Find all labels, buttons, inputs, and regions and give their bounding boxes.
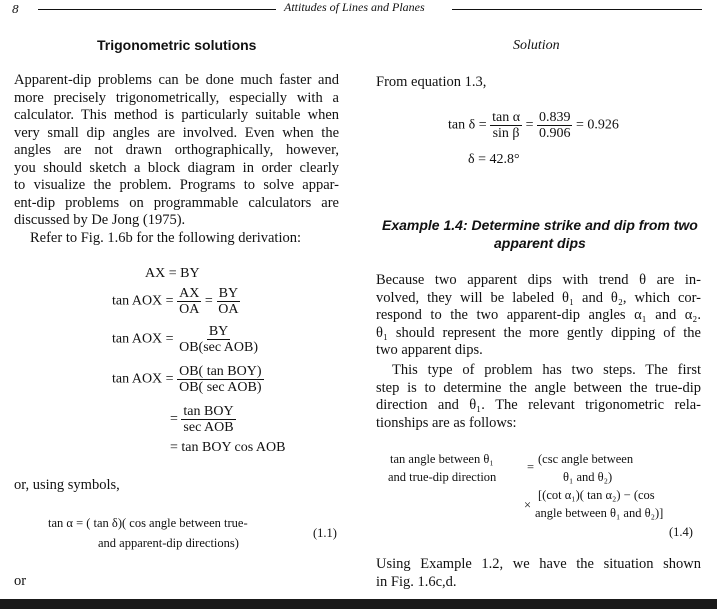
- text-line: ent-dip problems on programmable calculators are: [14, 194, 339, 211]
- example-paragraph-1: [376, 272, 701, 360]
- bottom-edge-bar: [0, 599, 717, 609]
- example-paragraph-2: [376, 362, 701, 432]
- eq11-line-2: and apparent-dip directions): [98, 536, 239, 550]
- section-heading: Trigonometric solutions: [97, 37, 257, 53]
- running-title: Attitudes of Lines and Planes: [284, 0, 425, 14]
- derivation-line-6: = tan BOY cos AOB: [170, 440, 286, 455]
- header-rule-left: [38, 9, 276, 10]
- intro-paragraph: [14, 72, 339, 230]
- text-line: more precisely trigonometrically, especially with a: [14, 89, 339, 106]
- fraction: $\frac{\text{tan BOY}}{\text{sec AOB}}$: [183, 404, 234, 435]
- solution-heading: Solution: [513, 38, 560, 53]
- text-line: Because two apparent dips with trend θ are in-: [376, 272, 701, 288]
- eq14-times: ×: [524, 498, 532, 512]
- eq14-lhs-1: tan angle between θ₁: [390, 452, 494, 466]
- derivation-line-2: tan AOX = $\frac{AX}{OA}$ = $\frac{BY}{OA}$: [112, 286, 239, 317]
- example-title-line-2: apparent dips: [494, 235, 586, 251]
- text-line: very small dip angles are involved. Even when the: [14, 124, 339, 141]
- eq11-number: (1.1): [313, 526, 337, 540]
- text-line: Apparent-dip problems can be done much faster and: [14, 72, 339, 88]
- text-line: discussed by De Jong (1975).: [14, 212, 186, 228]
- eq14-rhs-3: [(cot α₁)( tan α₂) − (cos: [538, 488, 655, 502]
- text-line: to visualize the problem. Programs to solve appar-: [14, 177, 339, 193]
- eq14-rhs-2: θ₁ and θ₂): [563, 470, 613, 484]
- text-line: in Fig. 1.6c,d.: [376, 573, 457, 590]
- text-line: direction and θ₁. The relevant trigonometric rela-: [376, 397, 701, 413]
- text-line: angles are not drawn orthographically, however,: [14, 142, 339, 158]
- eq14-equals: =: [527, 460, 535, 474]
- text-line: Using Example 1.2, we have the situation shown: [376, 556, 701, 572]
- or-using-symbols: or, using symbols,: [14, 477, 120, 493]
- eq14-lhs-2: and true-dip direction: [388, 470, 497, 484]
- eq14-rhs-1: (csc angle between: [538, 452, 634, 466]
- text-line: step is to determine the angle between the true-dip: [376, 379, 701, 396]
- derivation-line-1: AX = BY: [145, 266, 200, 281]
- text-line: respond to the two apparent-dip angles α₁ and α₂.: [376, 307, 701, 323]
- delta-result: δ = 42.8°: [468, 152, 520, 167]
- using-example-paragraph: [376, 556, 701, 591]
- tan-delta-equation: tan δ = $\frac{\text{tan α}}{\text{sin β}}$ = $\frac{0.839}{0.906}$ = 0.926: [448, 110, 619, 141]
- fraction: $\frac{\text{OB( tan BOY)}}{\text{OB( sec AOB)}}$: [179, 364, 262, 395]
- lhs-tan-aox: tan AOX: [112, 293, 163, 309]
- fraction: $\frac{\text{tan α}}{\text{sin β}}$: [492, 110, 521, 141]
- derivation-line-5: = $\frac{\text{tan BOY}}{\text{sec AOB}}$: [170, 404, 234, 435]
- text-line: This type of problem has two steps. The first: [392, 362, 701, 378]
- text-line: volved, they will be labeled θ₁ and θ₂, which cor-: [376, 289, 701, 306]
- or-text: or: [14, 573, 27, 589]
- example-title-line-1: Example 1.4: Determine strike and dip from two: [382, 217, 698, 233]
- eq14-number: (1.4): [669, 525, 693, 539]
- fraction: $\frac{BY}{OA}$: [218, 286, 239, 317]
- eq11-line-1: tan α = ( tan δ)( cos angle between true-: [48, 516, 248, 530]
- derivation-line-3: tan AOX = $\frac{BY}{\text{OB(sec AOB)}}$: [112, 324, 259, 355]
- refer-line: Refer to Fig. 1.6b for the following derivation:: [30, 230, 302, 246]
- eq14-rhs-4: angle between θ₁ and θ₂)]: [535, 506, 664, 520]
- text-line: tionships are as follows:: [376, 414, 517, 431]
- page-number: 8: [12, 3, 19, 16]
- text-line: calculator. This method is particularly suitable when: [14, 107, 339, 123]
- derivation-line-4: tan AOX = $\frac{\text{OB( tan BOY)}}{\text{OB( sec AOB)}}$: [112, 364, 262, 395]
- header-rule-right: [452, 9, 702, 10]
- text-line: two apparent dips.: [376, 342, 483, 358]
- text-line: θ₁ should represent the more gently dipping of the: [376, 324, 701, 341]
- fraction: $\frac{AX}{OA}$: [179, 286, 200, 317]
- fraction: $\frac{0.839}{0.906}$: [538, 110, 571, 141]
- fraction: $\frac{BY}{\text{OB(sec AOB)}}$: [179, 324, 259, 355]
- text-line: you should sketch a block diagram in order clearly: [14, 159, 339, 176]
- from-equation: From equation 1.3,: [376, 74, 487, 90]
